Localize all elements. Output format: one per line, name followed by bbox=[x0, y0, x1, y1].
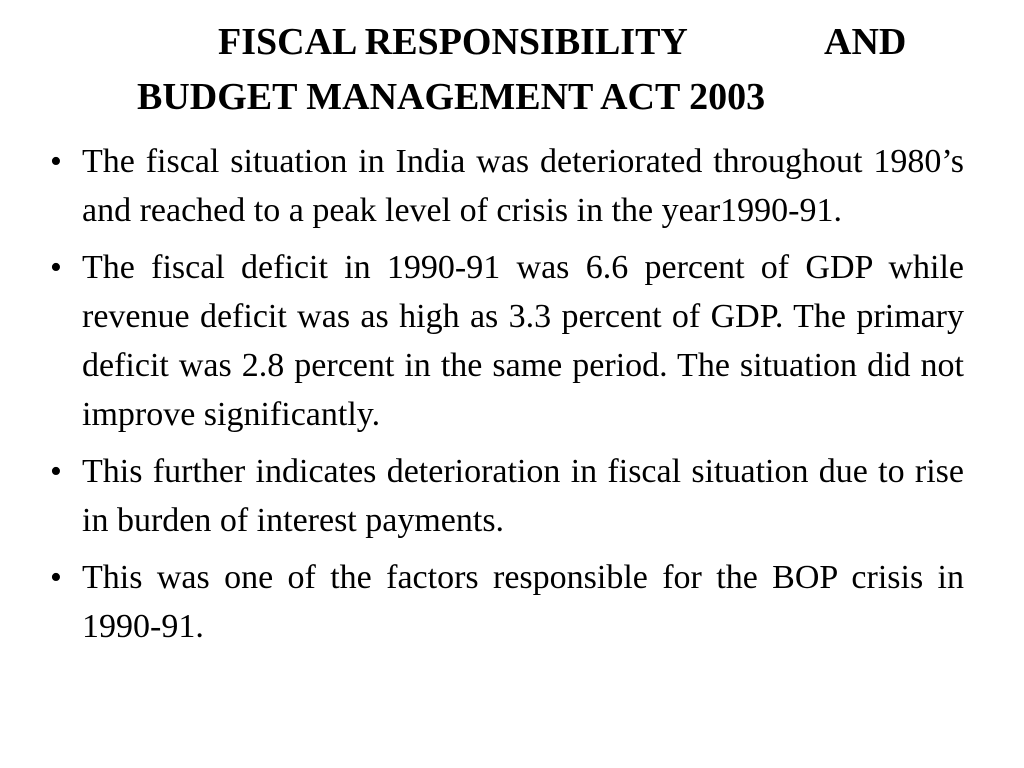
title-line-1: FISCAL RESPONSIBILITY bbox=[218, 21, 688, 63]
bullet-item bbox=[46, 137, 964, 235]
bullet-icon: • bbox=[50, 249, 62, 286]
bullet-icon: • bbox=[50, 559, 62, 596]
bullet-text: This was one of the factors responsible for the BOP crisis in 1990-91. bbox=[82, 559, 964, 645]
bullet-text: The fiscal deficit in 1990-91 was 6.6 percent of GDP while revenue deficit was as high as 3.3 percent of GDP. The primary deficit was 2.8 percent in the same period. The situation did not improve significantly. bbox=[82, 249, 964, 433]
title-line-2: BUDGET MANAGEMENT ACT 2003 bbox=[137, 76, 766, 118]
bullet-icon: • bbox=[50, 143, 62, 180]
bullet-text: This further indicates deterioration in fiscal situation due to rise in burden of interest payments. bbox=[82, 453, 964, 539]
bullet-item bbox=[46, 243, 964, 439]
bullet-icon: • bbox=[50, 453, 62, 490]
bullet-list bbox=[46, 137, 964, 659]
bullet-text: The fiscal situation in India was deteriorated throughout 1980’s and reached to a peak level of crisis in the year1990-91. bbox=[82, 143, 964, 229]
title-and: AND bbox=[824, 21, 907, 63]
bullet-item bbox=[46, 447, 964, 545]
bullet-item bbox=[46, 553, 964, 651]
